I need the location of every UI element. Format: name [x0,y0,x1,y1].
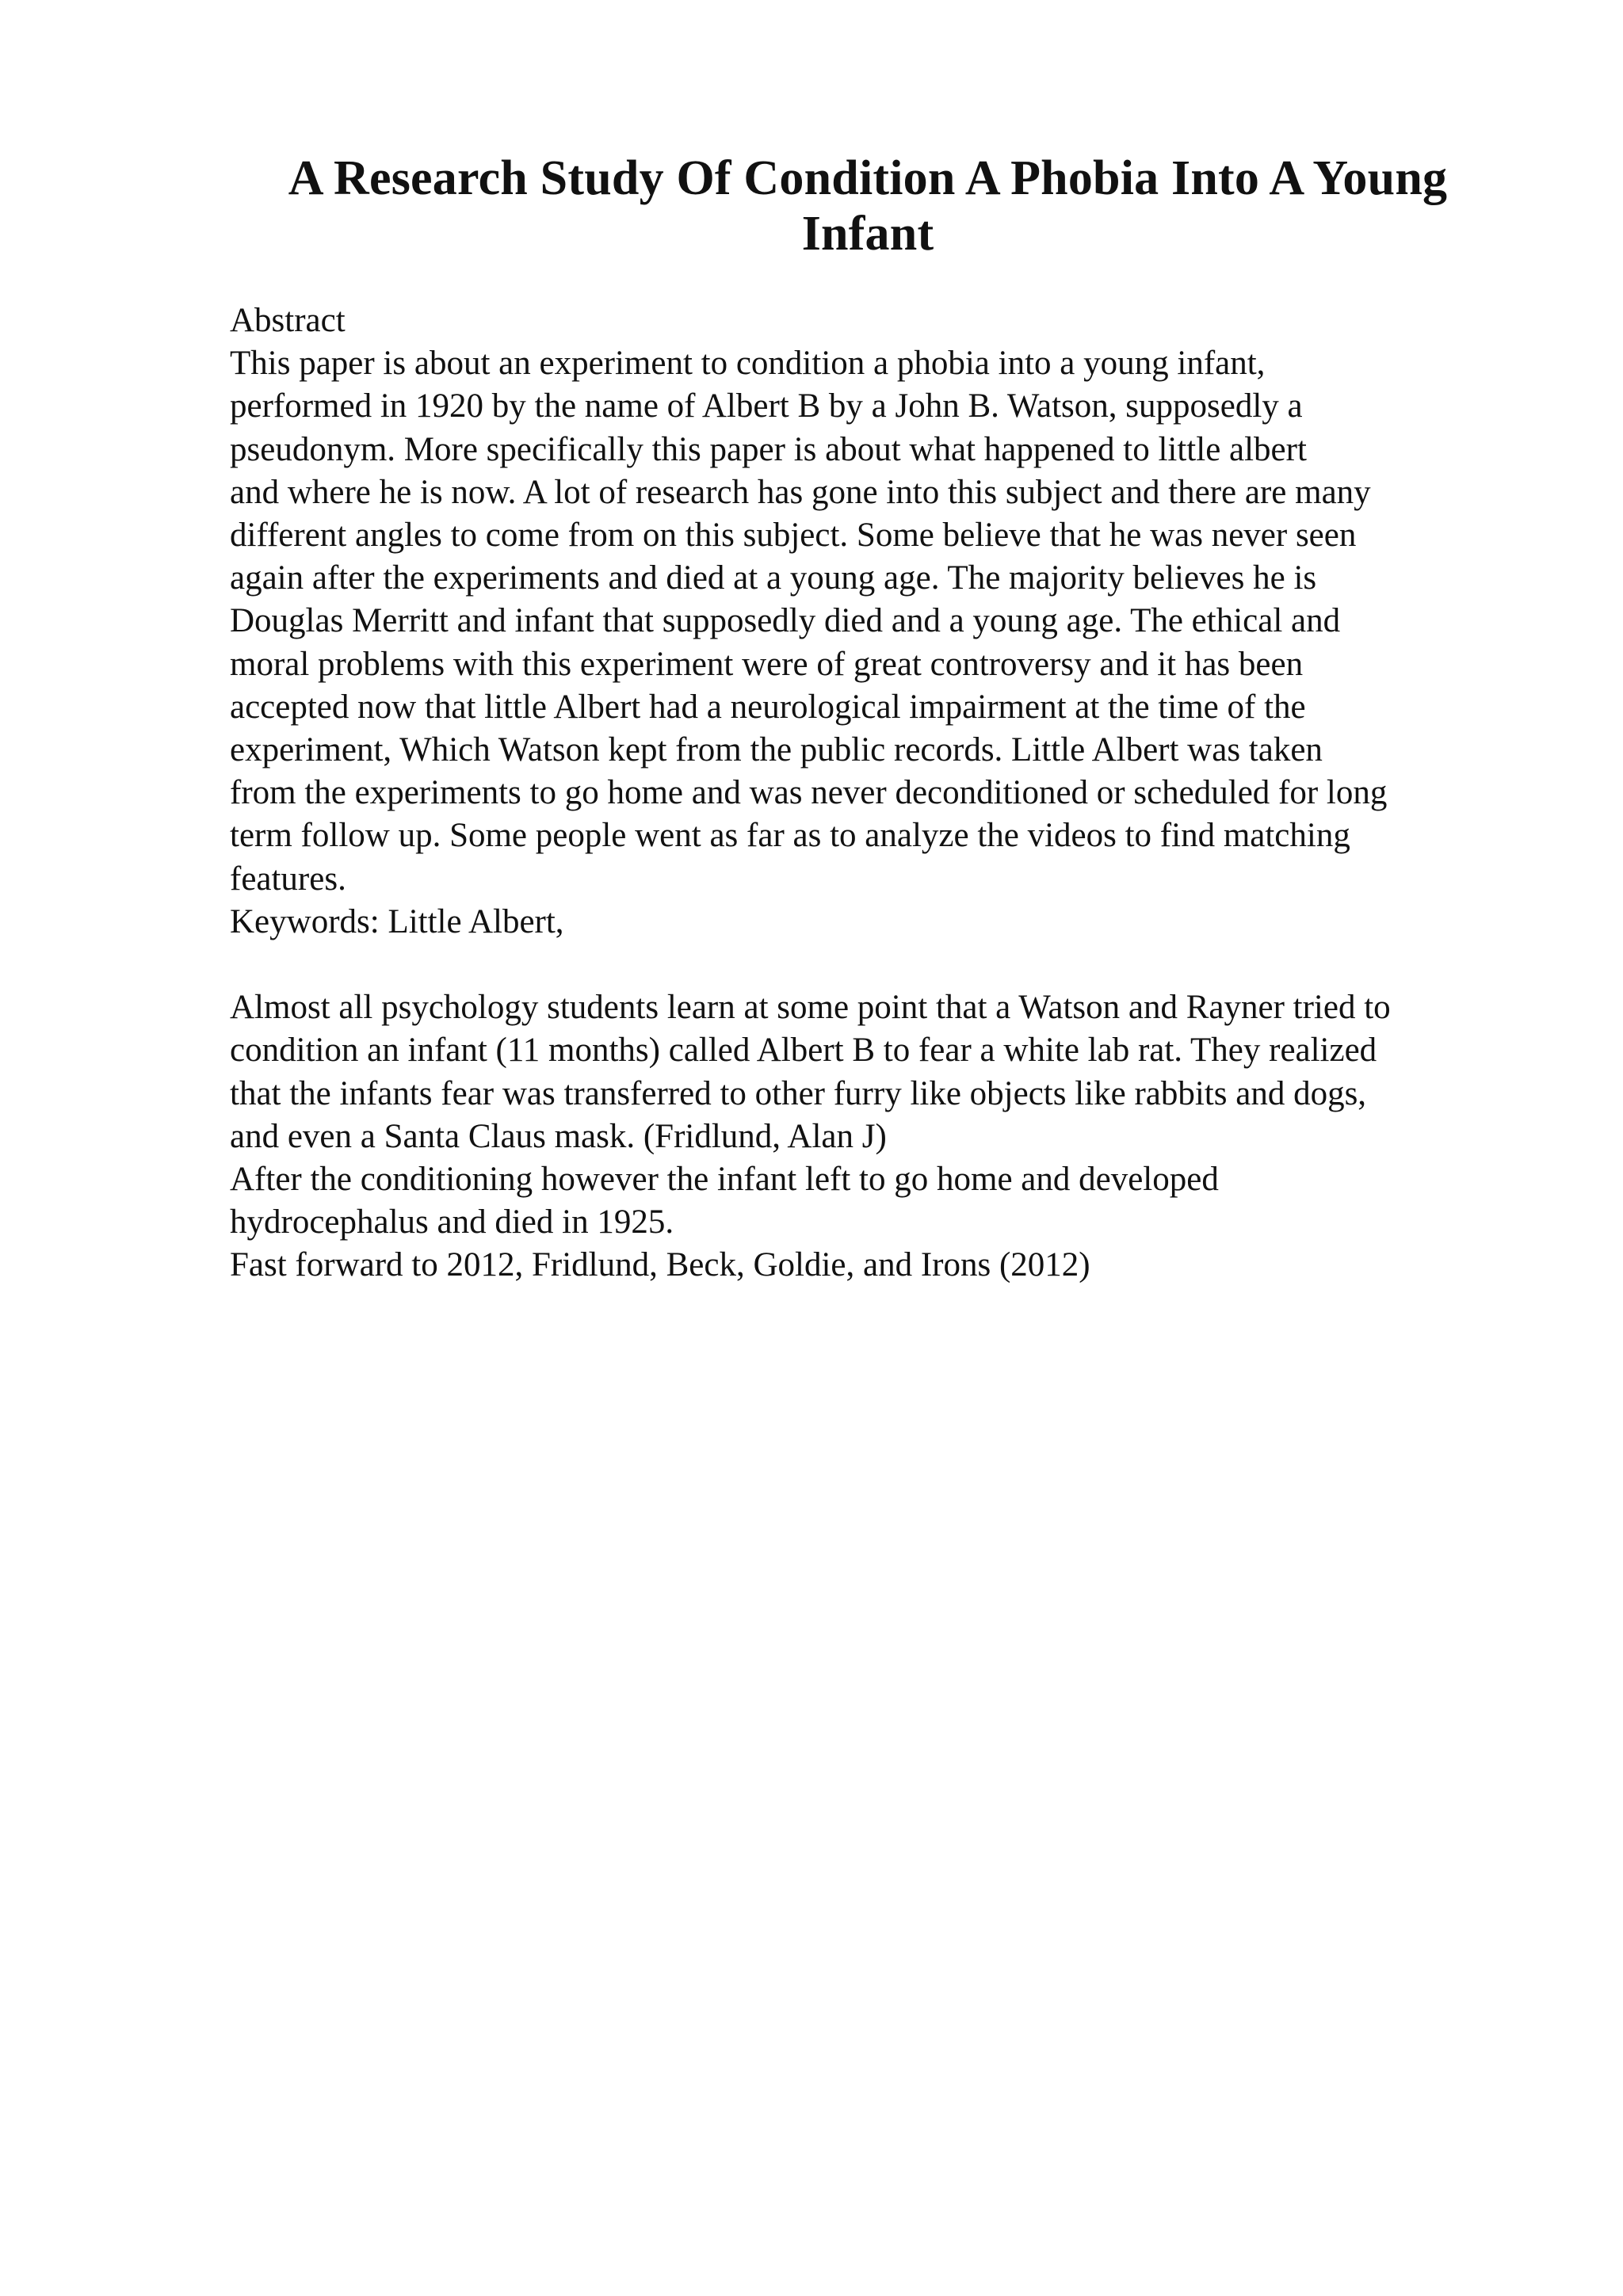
abstract-line: different angles to come from on this subject. Some believe that he was never seen [230,517,1357,555]
abstract-line: features. [230,860,346,898]
body-line: After the conditioning however the infant left to go home and developed [230,1161,1219,1199]
abstract-line: and where he is now. A lot of research has gone into this subject and there are many [230,473,1371,511]
body-line: Almost all psychology students learn at some point that a Watson and Rayner tried to [230,989,1391,1027]
page-title: A Research Study Of Condition A Phobia Into A Young Infant [288,151,1448,261]
abstract-line: This paper is about an experiment to condition a phobia into a young infant, [230,345,1266,383]
body-line: Fast forward to 2012, Fridlund, Beck, Goldie, and Irons (2012) [230,1246,1090,1284]
abstract-line: term follow up. Some people went as far as to analyze the videos to find matching [230,817,1350,855]
abstract-paragraph [230,342,1529,901]
body-paragraph [230,986,1529,1287]
keywords: Keywords: Little Albert, [230,902,564,940]
body-line: that the infants fear was transferred to other furry like objects like rabbits and dogs, [230,1074,1367,1112]
abstract-line: performed in 1920 by the name of Albert B by a John B. Watson, supposedly a [230,387,1303,425]
document-body [230,299,1529,1287]
abstract-line: experiment, Which Watson kept from the public records. Little Albert was taken [230,731,1323,769]
abstract-line: Douglas Merritt and infant that supposedly died and a young age. The ethical and [230,602,1341,640]
paragraph-spacer [230,944,1529,986]
abstract-line: again after the experiments and died at a young age. The majority believes he is [230,559,1317,597]
body-line: and even a Santa Claus mask. (Fridlund, Alan J) [230,1117,887,1155]
abstract-line: accepted now that little Albert had a neurological impairment at the time of the [230,688,1306,726]
abstract-line: pseudonym. More specifically this paper is about what happened to little albert [230,430,1307,468]
body-line: hydrocephalus and died in 1925. [230,1203,674,1241]
abstract-line: moral problems with this experiment were of great controversy and it has been [230,645,1304,683]
abstract-heading: Abstract [230,302,346,339]
abstract-line: from the experiments to go home and was never deconditioned or scheduled for long [230,774,1388,812]
body-line: condition an infant (11 months) called Albert B to fear a white lab rat. They realized [230,1032,1377,1070]
